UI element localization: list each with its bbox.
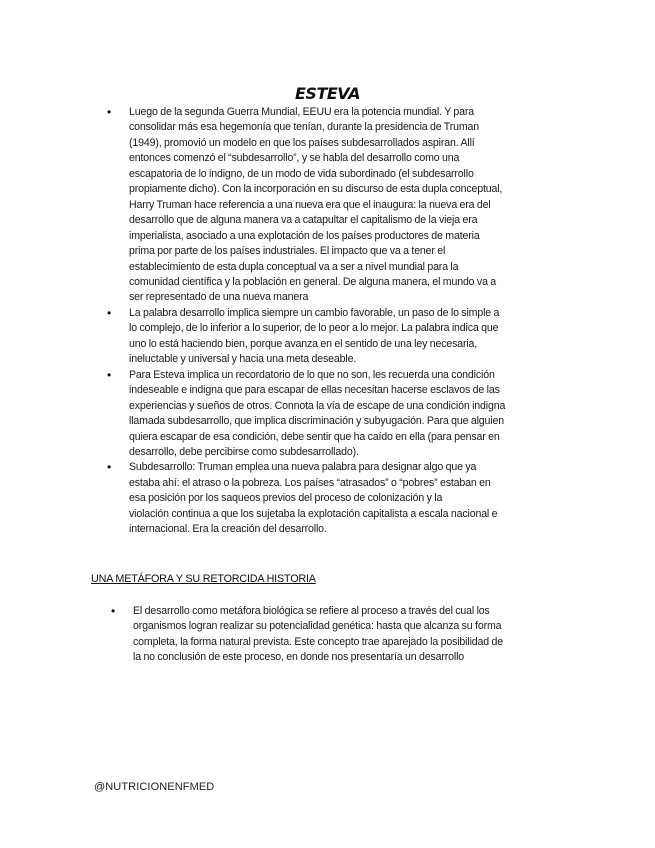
bullet-paragraph <box>129 306 579 368</box>
paragraph-line: ineluctable y universal y hacia una meta deseable. <box>129 353 357 366</box>
paragraph-line: Luego de la segunda Guerra Mundial, EEUU era la potencia mundial. Y para <box>129 106 475 118</box>
bullet-dot-icon: • <box>107 460 112 475</box>
bullet-item <box>111 604 573 666</box>
footer-watermark: @NUTRICIONENFMED <box>94 781 215 793</box>
paragraph-line: llamada subdesarrollo, que implica discriminación y subyugación. Para que alguien <box>129 415 504 428</box>
paragraph-line: esa posición por los saqueos previos del proceso de colonización y la <box>129 492 443 505</box>
paragraph-line: experiencias y sueños de otros. Connota la vía de escape de una condición indigna <box>129 399 506 412</box>
paragraph-line: La palabra desarrollo implica siempre un cambio favorable, un paso de lo simple a <box>129 306 500 319</box>
paragraph-line: Para Esteva implica un recordatorio de lo que no son, les recuerda una condición <box>129 368 495 381</box>
paragraph-line: escapatoria de lo indigno, de un modo de vida subordinado (el subdesarrollo <box>129 167 474 180</box>
bullet-dot-icon: • <box>107 105 112 119</box>
paragraph-line: la no conclusión de este proceso, en donde nos presentaría un desarrollo <box>133 651 465 664</box>
paragraph-line: prima por parte de los países industriales. El impacto que va a tener el <box>129 245 446 258</box>
paragraph-line: uno lo está haciendo bien, porque avanza en el sentido de una ley necesaria, <box>129 337 478 350</box>
paragraph-line: El desarrollo como metáfora biológica se refiere al proceso a través del cual los <box>133 605 490 617</box>
paragraph-line: completa, la forma natural prevista. Este concepto trae aparejado la posibilidad de <box>133 635 503 648</box>
paragraph-line: entonces comenzó el “subdesarrollo”, y se habla del desarrollo como una <box>129 152 460 165</box>
paragraph-line: consolidar más esa hegemonía que tenían, durante la presidencia de Truman <box>129 121 479 134</box>
bullet-dot-icon: • <box>111 604 116 618</box>
paragraph-line: (1949), promovió un modelo en que los países subdesarrollados aspiran. Allí <box>129 136 475 149</box>
paragraph-line: estaba ahí: el atraso o la pobreza. Los países “atrasados” o “pobres” estaban en <box>129 476 491 489</box>
paragraph-line: lo complejo, de lo inferior a lo superior, de lo peor a lo mejor. La palabra indica que <box>129 322 499 335</box>
bullet-paragraph <box>129 105 579 306</box>
paragraph-line: propiamente dicho). Con la incorporación en su discurso de esta dupla conceptual, <box>129 183 503 196</box>
paragraph-line: internacional. Era la creación del desarrollo. <box>129 523 327 536</box>
paragraph-line: imperialista, asociado a una explotación de los países productores de materia <box>129 229 480 242</box>
bullet-item <box>107 105 579 306</box>
metafora-bullet-list <box>111 604 573 666</box>
bullet-item <box>107 460 579 537</box>
paragraph-line: Subdesarrollo: Truman emplea una nueva palabra para designar algo que ya <box>129 461 477 474</box>
bullet-paragraph <box>133 604 573 666</box>
paragraph-line: ser representado de una nueva manera <box>129 291 309 304</box>
bullet-paragraph <box>129 460 579 537</box>
esteva-bullet-list <box>107 105 579 538</box>
document-title: ESTEVA <box>295 84 360 103</box>
paragraph-line: Harry Truman hace referencia a una nueva era que el inaugura: la nueva era del <box>129 198 491 211</box>
paragraph-line: comunidad científica y la población en general. De alguna manera, el mundo va a <box>129 275 497 288</box>
bullet-item <box>107 305 579 368</box>
paragraph-line: desarrollo que de alguna manera va a catapultar el capitalismo de la vieja era <box>129 214 478 227</box>
bullet-paragraph <box>129 368 579 461</box>
bullet-dot-icon: • <box>107 305 112 320</box>
bullet-item <box>107 367 579 461</box>
paragraph-line: violación continua a que los sujetaba la explotación capitalista a escala nacional e <box>129 507 498 520</box>
paragraph-line: quiera escapar de esa condición, debe sentir que ha caído en ella (para pensar en <box>129 430 500 443</box>
bullet-dot-icon: • <box>107 367 112 382</box>
paragraph-line: indeseable e indigna que para escapar de ellas necesitan hacerse esclavos de las <box>129 384 500 397</box>
section-subheading: UNA METÁFORA Y SU RETORCIDA HISTORIA <box>91 573 316 585</box>
paragraph-line: desarrollo, debe percibirse como subdesarrollado). <box>129 445 359 458</box>
paragraph-line: organismos logran realizar su potencialidad genética: hasta que alcanza su forma <box>133 620 502 633</box>
paragraph-line: establecimiento de esta dupla conceptual va a ser a nivel mundial para la <box>129 260 459 273</box>
